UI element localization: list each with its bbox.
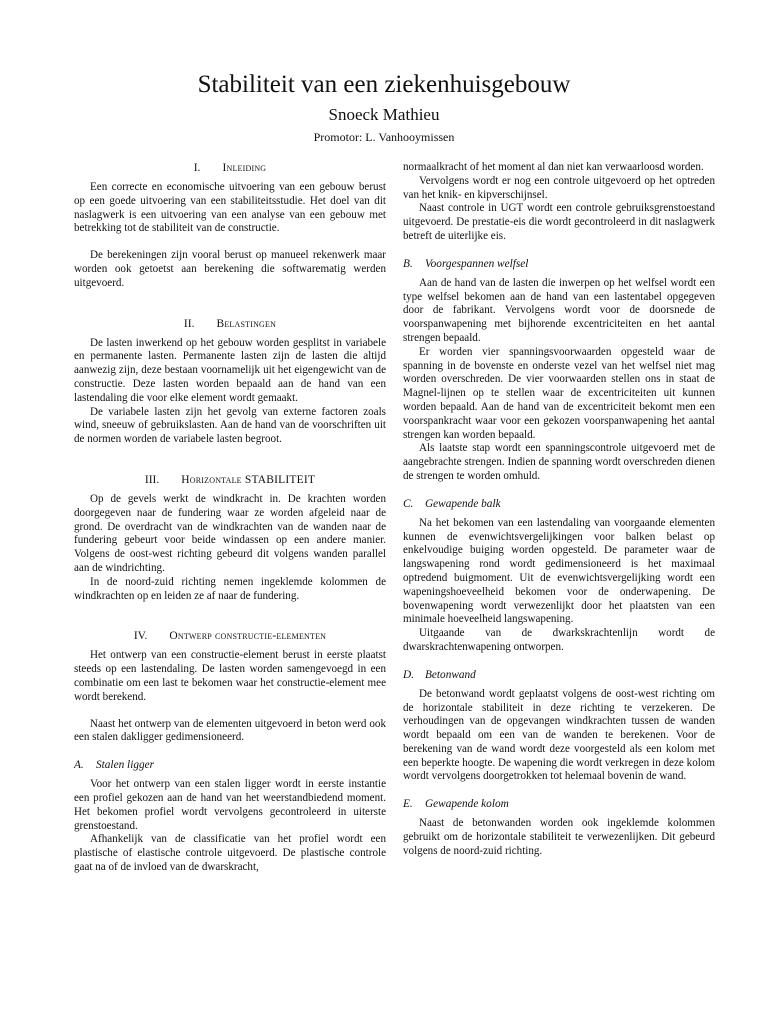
subsection-heading-gewapende-balk: [403, 497, 715, 511]
paragraph: De betonwand wordt geplaatst volgens de oost-west richting om de horizontale stabiliteit in deze richting te verzekeren. De verhoudingen van de opgevangen windkrachten tussen de wanden wordt bepaald om een van de wanden te berekenen. Voor de berekening van de wand wordt deze voorgesteld als een kolom met een beperkte hoogte. De wapening die wordt verkregen in deze kolom wordt vervolgens doorgetrokken tot helemaal bovenin de wand.: [403, 687, 715, 783]
paragraph: De lasten inwerkend op het gebouw worden gesplitst in variabele en permanente lasten. Permanente lasten zijn de lasten die altijd aanwezig zijn, deze bestaan voornamelijk uit het eigengewicht van de constructie. Deze lasten worden bepaald aan de hand van een lastendaling die voor elke element wordt gemaakt.: [74, 336, 386, 404]
subsection-heading-gewapende-kolom: [403, 797, 715, 811]
paragraph-continued: normaalkracht of het moment al dan niet kan verwaarloosd worden.: [403, 161, 704, 173]
paragraph: De berekeningen zijn vooral berust op manueel rekenwerk maar worden ook getoetst aan berekening die softwarematig werden uitgevoerd.: [74, 249, 386, 289]
section-number: I.: [193, 162, 201, 174]
section-title: Horizontale STABILITEIT: [181, 473, 316, 486]
section-title: Ontwerp constructie-elementen: [169, 630, 327, 643]
subsection-letter: B.: [403, 257, 413, 270]
right-column: [403, 161, 715, 859]
paragraph: Afhankelijk van de classificatie van het profiel wordt een plastische of elastische controle uitgevoerd. De plastische controle gaat na of de invloed van de dwarskracht,: [74, 833, 386, 873]
subsection-letter: C.: [403, 497, 414, 510]
paper-title: Stabiliteit van een ziekenhuisgebouw: [197, 71, 571, 98]
paragraph: Voor het ontwerp van een stalen ligger wordt in eerste instantie een profiel gekozen aan de hand van het weerstandbiedend moment. Het bekomen profiel wordt vervolgens gecontroleerd in uiterste grenstoestand.: [74, 778, 386, 832]
section-number: II.: [183, 317, 195, 330]
section-heading-horizontale-stabiliteit: [74, 473, 386, 487]
section-title: Inleiding: [222, 162, 267, 174]
paragraph: Aan de hand van de lasten die inwerpen op het welfsel wordt een type welfsel bekomen aan de hand van een lastentabel opgegeven door de fabrikant. Vervolgens wordt voor de doorsnede de voorspanwapening met bijhorende excentriciteiten en het aantal strengen bepaald.: [403, 276, 715, 344]
subsection-heading-betonwand: [403, 668, 715, 682]
left-column: [74, 161, 386, 875]
subsection-title: Gewapende balk: [425, 497, 501, 510]
subsection-letter: E.: [403, 798, 413, 811]
subsection-heading-stalen-ligger: [74, 758, 386, 772]
paragraph: Op de gevels werkt de windkracht in. De krachten worden doorgegeven naar de fundering waar ze worden afgeleid naar de grond. De overdracht van de windkrachten van de wanden naar de fundering gebeurt voor beide windassen op een andere manier. Volgens de oost-west richting gebeurd dit volgens wanden parallel aan de windrichting.: [74, 492, 386, 574]
paper-author: Snoeck Mathieu: [328, 105, 440, 124]
subsection-title: Betonwand: [425, 668, 476, 681]
subsection-letter: A.: [74, 759, 84, 772]
section-title: Belastingen: [216, 317, 277, 330]
paragraph: Er worden vier spanningsvoorwaarden opgesteld waar de spanning in de bovenste en onderste vezel van het welfsel niet mag worden overschreden. De vier voorwaarden stellen ons in staat de Magnel-lijnen op te stellen waar de excentriciteiten uit kunnen worden bepaald. Aan de hand van de excentriciteit bekomt men een voorspankracht waar voor een gekozen voorspanwapening het aantal strengen kan worden bepaald.: [403, 345, 715, 441]
paragraph: Naast controle in UGT wordt een controle gebruiksgrenstoestand uitgevoerd. De prestatie-eis die wordt gecontroleerd in dit naslagwerk betreft de uiterlijke eis.: [403, 202, 715, 242]
section-heading-inleiding: [74, 161, 386, 175]
paper-promotor: Promotor: L. Vanhooymissen: [313, 130, 455, 144]
paragraph: De variabele lasten zijn het gevolg van externe factoren zoals wind, sneeuw of gebruikslasten. Aan de hand van de voorschriften uit de normen worden de variabele lasten begroot.: [74, 405, 386, 446]
section-number: III.: [144, 473, 160, 486]
subsection-letter: D.: [403, 668, 414, 681]
paragraph: Naast het ontwerp van de elementen uitgevoerd in beton werd ook een stalen dakligger gedimensioneerd.: [74, 717, 386, 744]
subsection-title: Stalen ligger: [96, 759, 155, 772]
paragraph: Naast de betonwanden worden ook ingeklemde kolommen gebruikt om de horizontale stabiliteit te verwezenlijken. Dit gebeurd volgens de noord-zuid richting.: [403, 817, 715, 857]
paragraph: Uitgaande van de dwarkskrachtenlijn wordt de dwarskrachtenwapening ontworpen.: [403, 627, 715, 653]
subsection-title: Voorgespannen welfsel: [425, 257, 529, 270]
paragraph: In de noord-zuid richting nemen ingeklemde kolommen de windkrachten op en leiden ze af naar de fundering.: [74, 575, 386, 602]
paragraph: Als laatste stap wordt een spanningscontrole uitgevoerd met de aangebrachte strengen. Indien de spanning wordt overschreden dienen de strengen te worden omhuld.: [403, 442, 715, 482]
section-number: IV.: [133, 630, 148, 643]
paragraph: Een correcte en economische uitvoering van een gebouw berust op een goede uitvoering van een stabiliteitsstudie. Het doel van dit naslagwerk is een uitvoering van een analyse van een gebouw met betrekking tot de stabiliteit van de constructie.: [74, 181, 386, 235]
subsection-title: Gewapende kolom: [425, 798, 509, 811]
paragraph: Vervolgens wordt er nog een controle uitgevoerd op het optreden van het knik- en kipverschijnsel.: [403, 174, 715, 201]
section-heading-ontwerp: [74, 629, 386, 643]
paragraph: Het ontwerp van een constructie-element berust in eerste plaatst steeds op een lastendaling. De lasten worden samengevoegd in een combinatie om een last te bekomen waar het constructie-element mee wordt berekend.: [74, 649, 386, 703]
section-heading-belastingen: [74, 317, 386, 331]
paragraph: Na het bekomen van een lastendaling van voorgaande elementen kunnen de evenwichtsvergelijkingen voor balken belast op enkelvoudige buiging worden opgesteld. De parameter waar de langswapening rond wordt gedimensioneerd is het maximaal optredend buigmoment. Uit de evenwichtsvergelijking wordt een wapeningshoeveelheid bekomen voor de onderwapening. De bovenwapening wordt verwezenlijkt door het plaatsten van een minimale hoeveelheid langswapening.: [403, 516, 715, 626]
subsection-heading-voorgespannen-welfsel: [403, 257, 715, 271]
